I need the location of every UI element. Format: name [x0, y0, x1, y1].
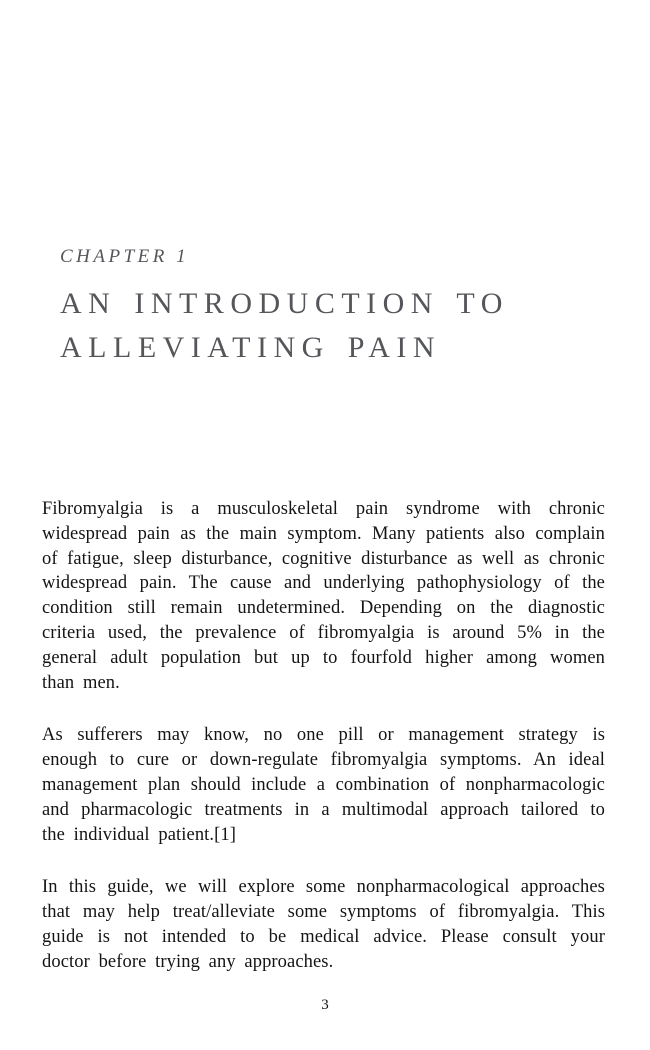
- chapter-header: [60, 244, 600, 370]
- page-number: 3: [321, 997, 329, 1013]
- chapter-title: AN INTRODUCTION TO ALLEVIATING PAIN: [60, 287, 509, 364]
- paragraph-fibromyalgia-overview: Fibromyalgia is a musculoskeletal pain syndrome with chronic widespread pain as the main symptom. Many patients also complain of fatigue, sleep disturbance, cognitive disturbance as well as chronic widespread pain. The cause and underlying pathophysiology of the condition still remain undetermined. Depending on the diagnostic criteria used, the prevalence of fibromyalgia is around 5% in the general adult population but up to fourfold higher among women than men.: [42, 499, 605, 693]
- paragraph-management-strategy: As sufferers may know, no one pill or management strategy is enough to cure or down-regulate fibromyalgia symptoms. An ideal management plan should include a combination of nonpharmacologic and pharmacologic treatments in a multimodal approach tailored to the individual patient.[1]: [42, 725, 605, 845]
- paragraph-guide-disclaimer: In this guide, we will explore some nonpharmacological approaches that may help treat/alleviate some symptoms of fibromyalgia. This guide is not intended to be medical advice. Please consult your doctor before trying any approaches.: [42, 877, 605, 972]
- page-footer: [0, 996, 650, 1014]
- chapter-label: CHAPTER 1: [60, 246, 190, 267]
- chapter-body: [42, 497, 605, 1003]
